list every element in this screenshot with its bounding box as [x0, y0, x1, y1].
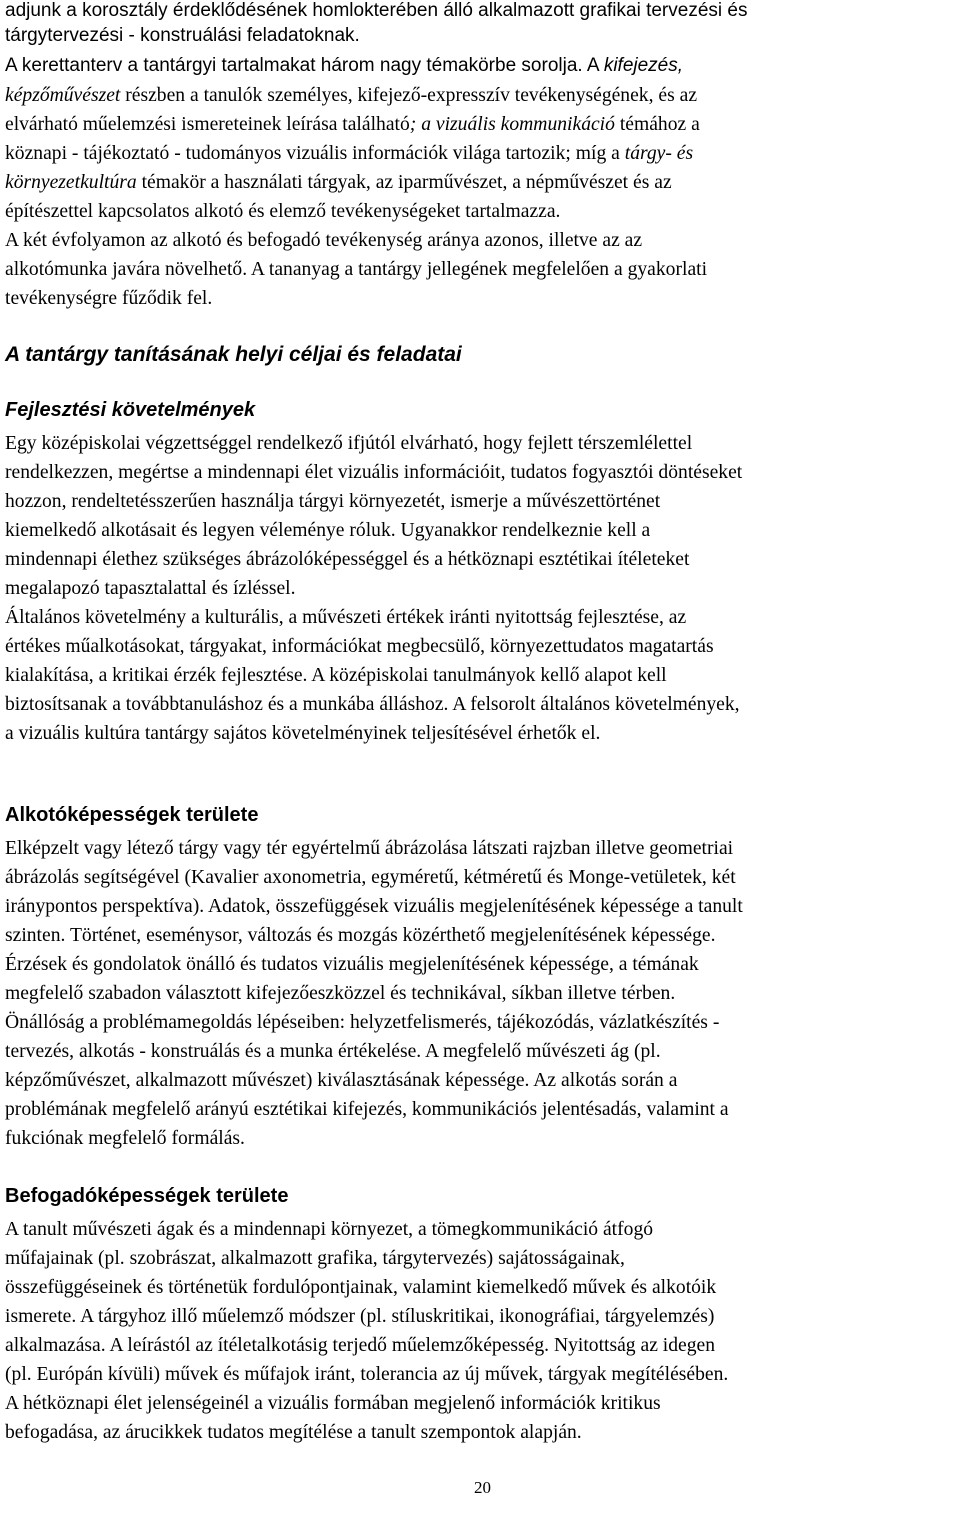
page-number: 20: [474, 1478, 491, 1497]
text: adjunk a korosztály érdeklődésének homlokterében álló alkalmazott grafikai tervezési és: [5, 0, 748, 21]
paragraph-line: ismerete. A tárgyhoz illő műelemző módszer (pl. stíluskritikai, ikonográfiai, tárgyelemzés): [5, 1306, 715, 1327]
paragraph-line: alkalmazása. A leírástól az ítéletalkotásig terjedő műelemzőképesség. Nyitottság az idegen: [5, 1335, 716, 1356]
subsection-heading-fejlesztesi: Fejlesztési követelmények: [5, 399, 256, 421]
intro-line-11: [5, 288, 212, 310]
paragraph-line: (pl. Európán kívüli) művek és műfajok iránt, tolerancia az új művek, tárgyak megítélésében.: [5, 1364, 729, 1385]
paragraph-line: ábrázolás segítségével (Kavalier axonometria, egyméretű, kétméretű és Monge-vetületek, két: [5, 867, 736, 888]
paragraph-line: összefüggéseinek és történetük fordulópontjainak, valamint kiemelkedő művek és alkotóik: [5, 1277, 717, 1298]
paragraph-line: problémának megfelelő arányú esztétikai kifejezés, kommunikációs jelentésadás, valamint a: [5, 1099, 729, 1120]
intro-line-5: [5, 114, 700, 136]
paragraph-line: Érzések és gondolatok önálló és tudatos vizuális megjelenítésének képessége, a témának: [5, 954, 699, 975]
paragraph-line: műfajainak (pl. szobrászat, alkalmazott grafika, tárgytervezés) sajátosságainak,: [5, 1248, 625, 1269]
emphasis: ; a: [409, 114, 436, 135]
section-heading-befogado: Befogadóképességek területe: [5, 1185, 289, 1207]
intro-line-6: [5, 143, 693, 165]
emphasis: tárgy- és: [624, 143, 694, 164]
intro-line-4: [5, 85, 697, 107]
text: építészettel kapcsolatos alkotó és elemző tevékenységeket tartalmazza.: [5, 201, 561, 222]
paragraph-line: fukciónak megfelelő formálás.: [5, 1128, 245, 1149]
text: A kerettanterv a tantárgyi tartalmakat három nagy témakörbe sorolja. A: [5, 55, 604, 76]
paragraph-line: tervezés, alkotás - konstruálás és a munka értékelése. A megfelelő művészeti ág (pl.: [5, 1041, 661, 1062]
paragraph-line: megfelelő szabadon választott kifejezőeszközzel és technikával, síkban illetve térben.: [5, 983, 676, 1004]
paragraph-line: A tanult művészeti ágak és a mindennapi környezet, a tömegkommunikáció átfogó: [5, 1219, 654, 1240]
paragraph-line: befogadása, az árucikkek tudatos megítélése a tanult szempontok alapján.: [5, 1422, 582, 1443]
intro-line-8: [5, 201, 560, 223]
paragraph-line: rendelkezzen, megértse a mindennapi élet vizuális információit, tudatos fogyasztói döntéseket: [5, 462, 743, 483]
text: elvárható műelemzési ismereteinek leírása található: [5, 114, 410, 135]
paragraph-line: kiemelkedő alkotásait és legyen véleménye róluk. Ugyanakkor rendelkeznie kell a: [5, 520, 651, 541]
section-heading-alkoto: Alkotóképességek területe: [5, 804, 259, 826]
intro-line-10: [5, 259, 707, 281]
paragraph-line: Egy középiskolai végzettséggel rendelkező ifjútól elvárható, hogy fejlett térszemlélettel: [5, 433, 693, 454]
text: témakör a használati tárgyak, az iparművészet, a népművészet és az: [136, 172, 672, 193]
paragraph-line: iránypontos perspektíva). Adatok, összefüggések vizuális megjelenítésének képessége a tanult: [5, 896, 743, 917]
section-heading-main: A tantárgy tanításának helyi céljai és feladatai: [5, 343, 462, 366]
text: témához a: [614, 114, 700, 135]
text: alkotómunka javára növelhető. A tananyag a tantárgy jellegének megfelelően a gyakorlati: [5, 259, 708, 280]
paragraph-line: képzőművészet, alkalmazott művészet) kiválasztásának képessége. Az alkotás során a: [5, 1070, 678, 1091]
intro-line-1: [5, 0, 747, 22]
paragraph-line: értékes műalkotásokat, tárgyakat, információkat megbecsülő, környezettudatos magatartás: [5, 636, 714, 657]
emphasis: környezetkultúra: [5, 172, 137, 193]
paragraph-line: Önállóság a problémamegoldás lépéseiben: helyzetfelismerés, tájékozódás, vázlatkészítés -: [5, 1012, 720, 1033]
emphasis: képzőművészet: [5, 85, 121, 106]
text: A két évfolyamon az alkotó és befogadó tevékenység aránya azonos, illetve az az: [5, 230, 643, 251]
paragraph-line: Általános követelmény a kulturális, a művészeti értékek iránti nyitottság fejlesztése, az: [5, 607, 687, 628]
intro-line-2: [5, 25, 360, 47]
intro-line-3: [5, 55, 683, 77]
paragraph-line: A hétköznapi élet jelenségeinél a vizuális formában megjelenő információk kritikus: [5, 1393, 661, 1414]
text: tárgytervezési - konstruálási feladatoknak.: [5, 25, 360, 46]
text: köznapi - tájékoztató - tudományos vizuális információk világa tartozik; míg a: [5, 143, 625, 164]
paragraph-line: kialakítása, a kritikai érzék fejlesztése. A középiskolai tanulmányok kellő alapot kell: [5, 665, 667, 686]
emphasis: kifejezés,: [603, 55, 684, 76]
emphasis: vizuális kommunikáció: [435, 114, 615, 135]
paragraph-line: Elképzelt vagy létező tárgy vagy tér egyértelmű ábrázolása látszati rajzban illetve geometriai: [5, 838, 734, 859]
paragraph-line: hozzon, rendeltetésszerűen használja tárgyi környezetét, ismerje a művészettörténet: [5, 491, 661, 512]
text: részben a tanulók személyes, kifejező-expresszív tevékenységének, és az: [120, 85, 698, 106]
paragraph-line: biztosítsanak a továbbtanuláshoz és a munkába álláshoz. A felsorolt általános követelmények,: [5, 694, 740, 715]
intro-line-9: [5, 230, 642, 252]
intro-line-7: [5, 172, 672, 194]
text: tevékenységre fűződik fel.: [5, 288, 213, 309]
paragraph-line: a vizuális kultúra tantárgy sajátos követelményinek teljesítésével érhetők el.: [5, 723, 601, 744]
paragraph-line: megalapozó tapasztalattal és ízléssel.: [5, 578, 296, 599]
paragraph-line: szinten. Történet, eseménysor, változás és mozgás közérthető megjelenítésének képessége.: [5, 925, 716, 946]
paragraph-line: mindennapi élethez szükséges ábrázolóképességgel és a hétköznapi esztétikai ítéleteket: [5, 549, 690, 570]
